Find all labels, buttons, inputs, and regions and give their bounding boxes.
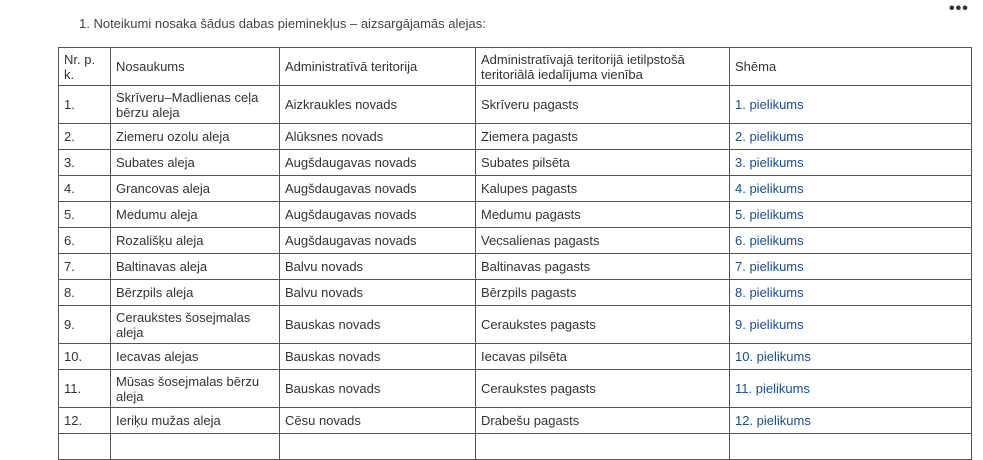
table-row [59, 176, 972, 202]
cell-name: Iecavas alejas [111, 344, 280, 370]
header-scheme: Shēma [730, 48, 972, 86]
cell-unit: Iecavas pilsēta [476, 344, 730, 370]
cell-scheme [730, 124, 972, 150]
cell-unit: Vecsalienas pagasts [476, 228, 730, 254]
cell-name: Ziemeru ozolu aleja [111, 124, 280, 150]
table-header-row [59, 48, 972, 86]
cell-scheme [730, 370, 972, 408]
cell-name: Ceraukstes šosejmalas aleja [111, 306, 280, 344]
table-row [59, 344, 972, 370]
cell-name: Ieriķu mužas aleja [111, 408, 280, 434]
cell-unit: Skrīveru pagasts [476, 86, 730, 124]
cell-admin: Aizkraukles novads [280, 86, 476, 124]
cell-admin [280, 434, 476, 460]
cell-admin: Cēsu novads [280, 408, 476, 434]
cell-name [111, 434, 280, 460]
cell-nr: 3. [59, 150, 111, 176]
table-row [59, 254, 972, 280]
cell-name: Bērzpils aleja [111, 280, 280, 306]
cell-unit: Ziemera pagasts [476, 124, 730, 150]
cell-nr: 11. [59, 370, 111, 408]
cell-unit: Drabešu pagasts [476, 408, 730, 434]
cell-scheme [730, 176, 972, 202]
table-row-partial [59, 434, 972, 460]
scheme-link[interactable]: 6. pielikums [735, 233, 804, 248]
cell-nr: 1. [59, 86, 111, 124]
cell-unit: Bērzpils pagasts [476, 280, 730, 306]
table-row [59, 228, 972, 254]
cell-nr: 2. [59, 124, 111, 150]
cell-scheme [730, 86, 972, 124]
more-horizontal-icon[interactable]: ••• [949, 0, 969, 17]
cell-admin: Augšdaugavas novads [280, 176, 476, 202]
header-admin: Administratīvā teritorija [280, 48, 476, 86]
cell-scheme [730, 150, 972, 176]
table-row [59, 202, 972, 228]
cell-nr: 8. [59, 280, 111, 306]
header-name: Nosaukums [111, 48, 280, 86]
cell-nr: 12. [59, 408, 111, 434]
cell-scheme [730, 344, 972, 370]
table-row [59, 124, 972, 150]
cell-scheme [730, 280, 972, 306]
cell-nr [59, 434, 111, 460]
cell-admin: Bauskas novads [280, 370, 476, 408]
cell-unit [476, 434, 730, 460]
cell-scheme [730, 228, 972, 254]
cell-unit: Ceraukstes pagasts [476, 306, 730, 344]
cell-admin: Augšdaugavas novads [280, 202, 476, 228]
cell-name: Rozališķu aleja [111, 228, 280, 254]
cell-nr: 4. [59, 176, 111, 202]
header-unit: Administratīvajā teritorijā ietilpstošā teritoriālā iedalījuma vienība [476, 48, 730, 86]
cell-name: Subates aleja [111, 150, 280, 176]
table-row [59, 370, 972, 408]
scheme-link[interactable]: 8. pielikums [735, 285, 804, 300]
table-row [59, 280, 972, 306]
cell-admin: Bauskas novads [280, 344, 476, 370]
cell-scheme [730, 202, 972, 228]
cell-admin: Augšdaugavas novads [280, 228, 476, 254]
cell-name: Mūsas šosejmalas bērzu aleja [111, 370, 280, 408]
alleys-table [58, 47, 972, 460]
scheme-link[interactable]: 2. pielikums [735, 129, 804, 144]
table-row [59, 86, 972, 124]
cell-scheme [730, 306, 972, 344]
cell-nr: 6. [59, 228, 111, 254]
cell-admin: Balvu novads [280, 254, 476, 280]
cell-nr: 10. [59, 344, 111, 370]
cell-scheme [730, 434, 972, 460]
cell-admin: Balvu novads [280, 280, 476, 306]
cell-unit: Ceraukstes pagasts [476, 370, 730, 408]
cell-unit: Subates pilsēta [476, 150, 730, 176]
cell-nr: 5. [59, 202, 111, 228]
scheme-link[interactable]: 11. pielikums [735, 381, 810, 396]
cell-admin: Alūksnes novads [280, 124, 476, 150]
cell-unit: Baltinavas pagasts [476, 254, 730, 280]
cell-scheme [730, 254, 972, 280]
scheme-link[interactable]: 4. pielikums [735, 181, 804, 196]
scheme-link[interactable]: 3. pielikums [735, 155, 804, 170]
table-row [59, 306, 972, 344]
scheme-link[interactable]: 9. pielikums [735, 317, 804, 332]
scheme-link[interactable]: 1. pielikums [735, 97, 804, 112]
cell-name: Baltinavas aleja [111, 254, 280, 280]
table-row [59, 150, 972, 176]
cell-scheme [730, 408, 972, 434]
scheme-link[interactable]: 5. pielikums [735, 207, 804, 222]
cell-name: Grancovas aleja [111, 176, 280, 202]
intro-paragraph: 1. Noteikumi nosaka šādus dabas pieminekļus – aizsargājamās alejas: [79, 16, 486, 31]
cell-admin: Augšdaugavas novads [280, 150, 476, 176]
cell-name: Skrīveru–Madlienas ceļa bērzu aleja [111, 86, 280, 124]
table-row [59, 408, 972, 434]
cell-unit: Kalupes pagasts [476, 176, 730, 202]
cell-admin: Bauskas novads [280, 306, 476, 344]
scheme-link[interactable]: 7. pielikums [735, 259, 804, 274]
cell-nr: 7. [59, 254, 111, 280]
cell-name: Medumu aleja [111, 202, 280, 228]
scheme-link[interactable]: 10. pielikums [735, 349, 811, 364]
cell-nr: 9. [59, 306, 111, 344]
header-nr: Nr. p. k. [59, 48, 111, 86]
scheme-link[interactable]: 12. pielikums [735, 413, 811, 428]
cell-unit: Medumu pagasts [476, 202, 730, 228]
